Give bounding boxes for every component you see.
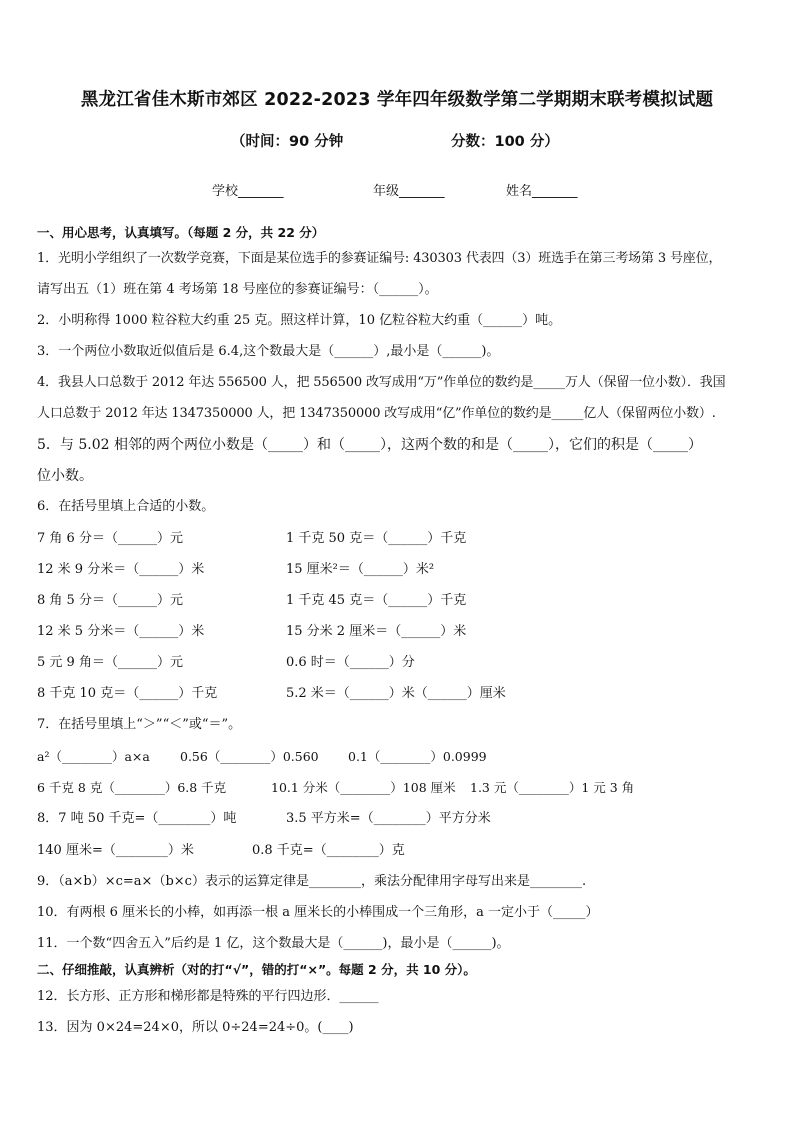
school-field[interactable]: 学校_______ [212, 184, 284, 199]
question-7: 7．在括号里填上“＞”“＜”或“＝”。 [37, 717, 242, 732]
q6-row-2-right: 15 厘米²＝（______）米² [286, 562, 435, 577]
section2-heading: 二、仔细推敲，认真辨析（对的打“√”，错的打“×”。每题 2 分，共 10 分）。 [37, 962, 476, 977]
q7-row-2-c: 1.3 元（________）1 元 3 角 [470, 780, 635, 795]
q8-row-1-b: 3.5 平方米=（________）平方分米 [286, 811, 491, 826]
question-12: 12．长方形、正方形和梯形都是特殊的平行四边形．______ [37, 989, 379, 1004]
q6-row-6-left: 8 千克 10 克＝（______）千克 [37, 686, 218, 701]
q6-row-6-right: 5.2 米＝（______）米（______）厘米 [286, 686, 506, 701]
time-limit: （时间：90 分钟 [231, 134, 344, 150]
q6-row-4-right: 15 分米 2 厘米＝（______）米 [286, 624, 467, 639]
question-4-line1: 4．我县人口总数于 2012 年达 556500 人，把 556500 改写成用“万”作单位的数约是_____万人（保留一位小数）．我国 [37, 375, 726, 390]
question-9: 9．（a×b）×c=a×（b×c）表示的运算定律是________，乘法分配律用字母写出来是________. [37, 874, 587, 889]
question-5-line2: 位小数。 [37, 468, 93, 484]
q7-row-1-a: a²（________）a×a [37, 749, 150, 764]
name-field[interactable]: 姓名_______ [506, 184, 578, 199]
question-5-line1: 5．与 5.02 相邻的两个两位小数是（_____）和（_____），这两个数的和是（_____），它们的积是（_____） [37, 437, 702, 453]
q6-row-4-left: 12 米 5 分米＝（______）米 [37, 624, 205, 639]
question-11: 11．一个数“四舍五入”后约是 1 亿，这个数最大是（______)，最小是（______)。 [37, 936, 510, 951]
question-1-line1: 1．光明小学组织了一次数学竞赛，下面是某位选手的参赛证编号: 430303 代表四（3）班选手在第三考场第 3 号座位， [37, 251, 722, 266]
q6-row-1-left: 7 角 6 分＝（______）元 [37, 531, 183, 546]
question-2: 2．小明称得 1000 粒谷粒大约重 25 克。照这样计算，10 亿粒谷粒大约重（______）吨。 [37, 313, 562, 328]
question-10: 10．有两根 6 厘米长的小棒，如再添一根 a 厘米长的小棒围成一个三角形，a 一定小于（_____） [37, 905, 599, 920]
section1-heading: 一、用心思考，认真填写。（每题 2 分，共 22 分） [37, 225, 325, 240]
q6-row-3-right: 1 千克 45 克＝（______）千克 [286, 593, 467, 608]
exam-title: 黑龙江省佳木斯市郊区 2022-2023 学年四年级数学第二学期期末联考模拟试题 [80, 90, 714, 110]
q6-row-3-left: 8 角 5 分＝（______）元 [37, 593, 183, 608]
q7-row-2-b: 10.1 分米（________）108 厘米 [271, 780, 456, 795]
q8-row-1-a: 8．7 吨 50 千克=（________）吨 [37, 811, 237, 826]
q7-row-2-a: 6 千克 8 克（________）6.8 千克 [37, 780, 227, 795]
question-13: 13．因为 0×24=24×0，所以 0÷24=24÷0。(____) [37, 1020, 354, 1035]
q8-row-2-a: 140 厘米=（________）米 [37, 843, 194, 858]
question-4-line2: 人口总数于 2012 年达 1347350000 人，把 1347350000 改写成用“亿”作单位的数约是_____亿人（保留两位小数）. [37, 406, 716, 421]
question-6: 6．在括号里填上合适的小数。 [37, 499, 215, 514]
grade-field[interactable]: 年级_______ [373, 184, 445, 199]
q6-row-5-left: 5 元 9 角＝（______）元 [37, 655, 183, 670]
total-score: 分数：100 分） [451, 134, 559, 150]
question-3: 3．一个两位小数取近似值后是 6.4,这个数最大是（______）,最小是（______)。 [37, 344, 500, 359]
q6-row-5-right: 0.6 时＝（______）分 [286, 655, 415, 670]
q7-row-1-c: 0.1（________）0.0999 [348, 749, 487, 764]
question-1-line2: 请写出五（1）班在第 4 考场第 18 号座位的参赛证编号：（______）。 [37, 282, 438, 297]
q6-row-1-right: 1 千克 50 克＝（______）千克 [286, 531, 467, 546]
q6-row-2-left: 12 米 9 分米＝（______）米 [37, 562, 205, 577]
q7-row-1-b: 0.56（________）0.560 [180, 749, 319, 764]
q8-row-2-b: 0.8 千克=（________）克 [252, 843, 405, 858]
